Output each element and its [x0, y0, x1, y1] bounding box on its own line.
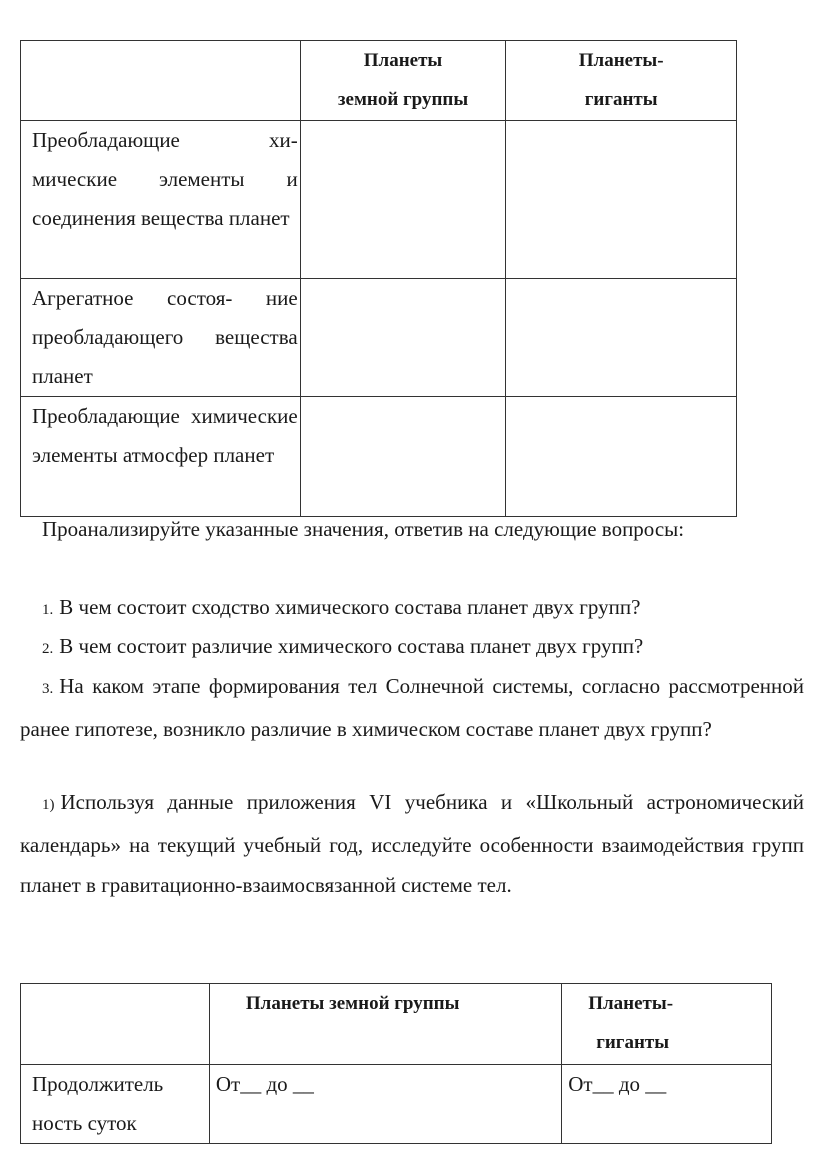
terrestrial-answer-cell[interactable]: От__ до __: [209, 1065, 561, 1144]
row-label: [21, 1065, 210, 1144]
day-length-table: [20, 983, 772, 1144]
header-terrestrial-planets: Планеты земной группы: [300, 41, 506, 121]
header-empty-cell: [21, 984, 210, 1065]
giant-answer-cell[interactable]: [506, 279, 737, 397]
planet-composition-table: [20, 40, 737, 517]
question-1: [20, 587, 804, 630]
instructions-paragraph: Проанализируйте указанные значения, ответив на следующие вопросы:: [42, 517, 685, 541]
row-label: [21, 397, 301, 517]
question-number: 1.: [42, 602, 54, 618]
question-number: 3.: [42, 681, 54, 697]
table-row: [21, 397, 737, 517]
row-label: [21, 121, 301, 279]
header-giant-planets: Планеты- гиганты: [506, 41, 737, 121]
header-giant-planets: Планеты- гиганты: [562, 984, 772, 1065]
row-label-text: Продолжитель ность суток: [32, 1072, 164, 1135]
giant-answer-cell[interactable]: [506, 121, 737, 279]
terrestrial-answer-cell[interactable]: [300, 121, 506, 279]
task-text: Используя данные приложения VI учебника и «Школьный астрономический календарь» на текущий учебный год, исследуйте особенности взаимодействия групп планет в гравитационно-взаимосвязанной системе тел.: [20, 790, 804, 897]
giant-answer-cell[interactable]: [506, 397, 737, 517]
row-label-text: Агрегатное состоя- ние преобладающего вещества планет: [32, 286, 298, 388]
question-2: [20, 626, 804, 669]
question-text: В чем состоит различие химического состава планет двух групп?: [59, 634, 644, 658]
question-text: В чем состоит сходство химического состава планет двух групп?: [59, 595, 641, 619]
table-header-row: [21, 41, 737, 121]
row-label-text: Преобладающие химические элементы атмосфер планет: [32, 404, 298, 467]
table-row: [21, 279, 737, 397]
table-row: [21, 1065, 772, 1144]
terrestrial-answer-cell[interactable]: [300, 279, 506, 397]
row-label-text: Преобладающие хи- мические элементы и соединения вещества планет: [32, 128, 298, 230]
question-text: На каком этапе формирования тел Солнечной системы, согласно рассмотренной ранее гипотезе, возникло различие в химическом составе планет двух групп?: [20, 674, 804, 741]
table-row: [21, 121, 737, 279]
question-number: 2.: [42, 641, 54, 657]
header-terrestrial-planets: Планеты земной группы: [209, 984, 561, 1065]
terrestrial-answer-cell[interactable]: [300, 397, 506, 517]
table-header-row: [21, 984, 772, 1065]
question-3: [20, 666, 804, 749]
giant-answer-cell[interactable]: От__ до __: [562, 1065, 772, 1144]
task-paragraph: [20, 782, 804, 905]
task-number: 1): [42, 797, 55, 813]
header-empty-cell: [21, 41, 301, 121]
row-label: [21, 279, 301, 397]
